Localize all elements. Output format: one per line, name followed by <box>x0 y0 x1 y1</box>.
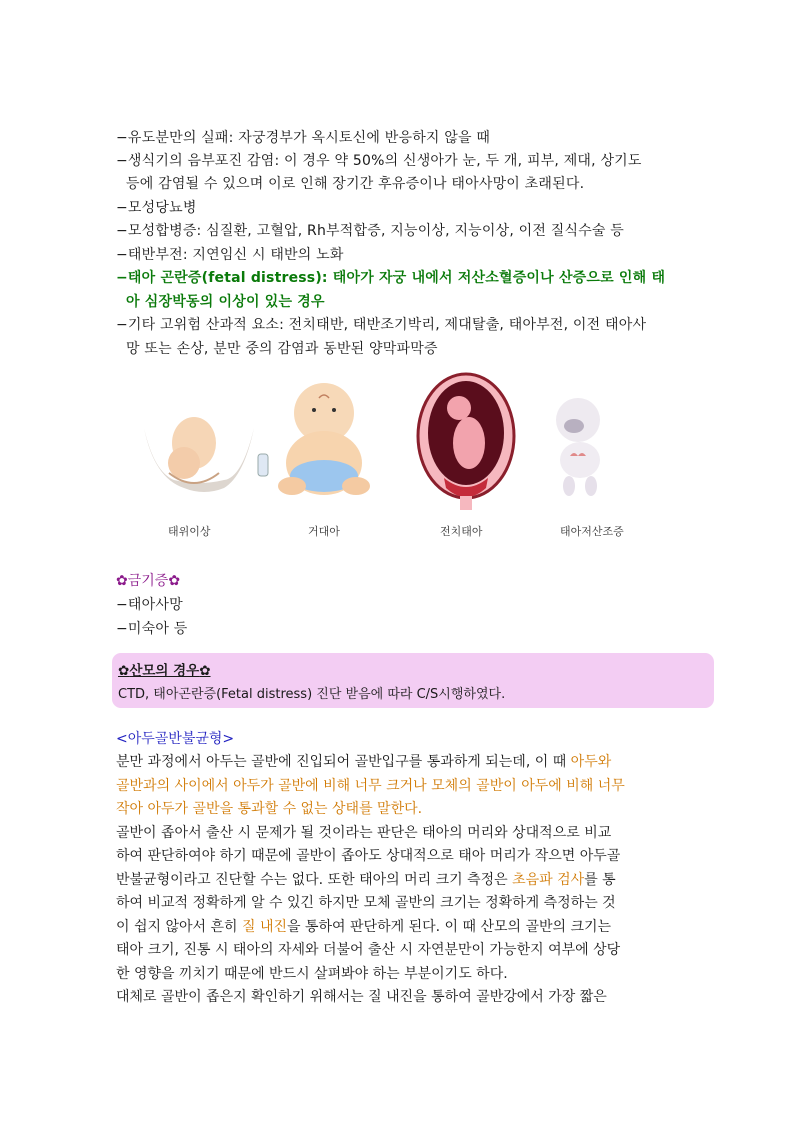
flower-icon: ✿ <box>168 573 181 589</box>
flower-icon: ✿ <box>118 663 130 679</box>
paragraph-line: 분만 과정에서 아두는 골반에 진입되어 골반입구를 통과하게 되는데, 이 때 아두와 <box>116 754 612 770</box>
paragraph-line-highlight: 작아 아두가 골반을 통과할 수 없는 상태를 말한다. <box>116 801 423 817</box>
paragraph-line: 한 영향을 끼치기 때문에 반드시 살펴봐야 하는 부분이기도 하다. <box>116 966 508 982</box>
list-item-other-factors: −기타 고위험 산과적 요소: 전치태반, 태반조기박리, 제대탈출, 태아부전, 이전 태아사 <box>116 317 647 333</box>
illustration-figure <box>114 368 680 543</box>
contraindications-heading: ✿금기증✿ <box>116 573 181 589</box>
contraindication-item: −미숙아 등 <box>116 621 188 637</box>
list-item-fetal-distress-cont: 아 심장박동의 이상이 있는 경우 <box>126 294 325 310</box>
caption-placenta-previa: 전치태아 <box>440 525 483 538</box>
paragraph-line: 반불균형이라고 진단할 수는 없다. 또한 태아의 머리 크기 측정은 초음파 검사를 통 <box>116 872 616 888</box>
list-item-placental-insufficiency: −태반부전: 지연임신 시 태반의 노화 <box>116 247 344 263</box>
list-item-complications: −모성합병증: 심질환, 고혈압, Rh부적합증, 지능이상, 지능이상, 이전 질식수술 등 <box>116 223 625 239</box>
list-item-other-factors-cont: 망 또는 손상, 분만 중의 감염과 동반된 양막파막증 <box>126 341 438 357</box>
list-item-herpes: −생식기의 음부포진 감염: 이 경우 약 50%의 신생아가 눈, 두 개, 피부, 제대, 상기도 <box>116 153 642 169</box>
callout-body: CTD, 태아곤란증(Fetal distress) 진단 받음에 따라 C/S시행하였다. <box>118 687 506 702</box>
callout-title: ✿산모의 경우✿ <box>118 663 211 679</box>
flower-icon: ✿ <box>199 663 211 679</box>
paragraph-line: 골반이 좁아서 출산 시 문제가 될 것이라는 판단은 태아의 머리와 상대적으로 비교 <box>116 825 612 841</box>
paragraph-line: 태아 크기, 진통 시 태아의 자세와 더불어 출산 시 자연분만이 가능한지 여부에 상당 <box>116 942 621 958</box>
list-item-diabetes: −모성당뇨병 <box>116 200 197 216</box>
malposition-illustration <box>144 417 254 492</box>
caption-malposition: 태위이상 <box>168 525 211 538</box>
illustration-svg <box>114 368 680 543</box>
caption-macrosomia: 거대아 <box>308 525 340 538</box>
paragraph-line-highlight: 골반과의 사이에서 아두가 골반에 비해 너무 크거나 모체의 골반이 아두에 비해 너무 <box>116 778 625 794</box>
list-item-fetal-distress: −태아 곤란증(fetal distress): 태아가 자궁 내에서 저산소혈증이나 산증으로 인해 태 <box>116 270 666 286</box>
patient-case-callout <box>112 653 714 708</box>
fetal-hypoxia-illustration <box>556 398 600 496</box>
macrosomia-illustration <box>258 383 370 495</box>
paragraph-line: 하여 판단하여야 하기 때문에 골반이 좁아도 상대적으로 태아 머리가 작으면 아두골 <box>116 848 621 864</box>
flower-icon: ✿ <box>116 573 128 589</box>
section-title-cpd: <아두골반불균형> <box>116 731 235 747</box>
caption-fetal-hypoxia: 태아저산조증 <box>560 525 624 538</box>
list-item-herpes-cont: 등에 감염될 수 있으며 이로 인해 장기간 후유증이나 태아사망이 초래된다. <box>126 176 585 192</box>
paragraph-line: 대체로 골반이 좁은지 확인하기 위해서는 질 내진을 통하여 골반강에서 가장 짧은 <box>116 989 607 1005</box>
placenta-previa-illustration <box>418 374 514 510</box>
paragraph-line: 하여 비교적 정확하게 알 수 있긴 하지만 모체 골반의 크기는 정확하게 측정하는 것 <box>116 895 616 911</box>
contraindication-item: −태아사망 <box>116 597 183 613</box>
list-item-induction: −유도분만의 실패: 자궁경부가 옥시토신에 반응하지 않을 때 <box>116 130 491 146</box>
paragraph-line: 이 쉽지 않아서 흔히 질 내진을 통하여 판단하게 된다. 이 때 산모의 골반의 크기는 <box>116 919 612 935</box>
